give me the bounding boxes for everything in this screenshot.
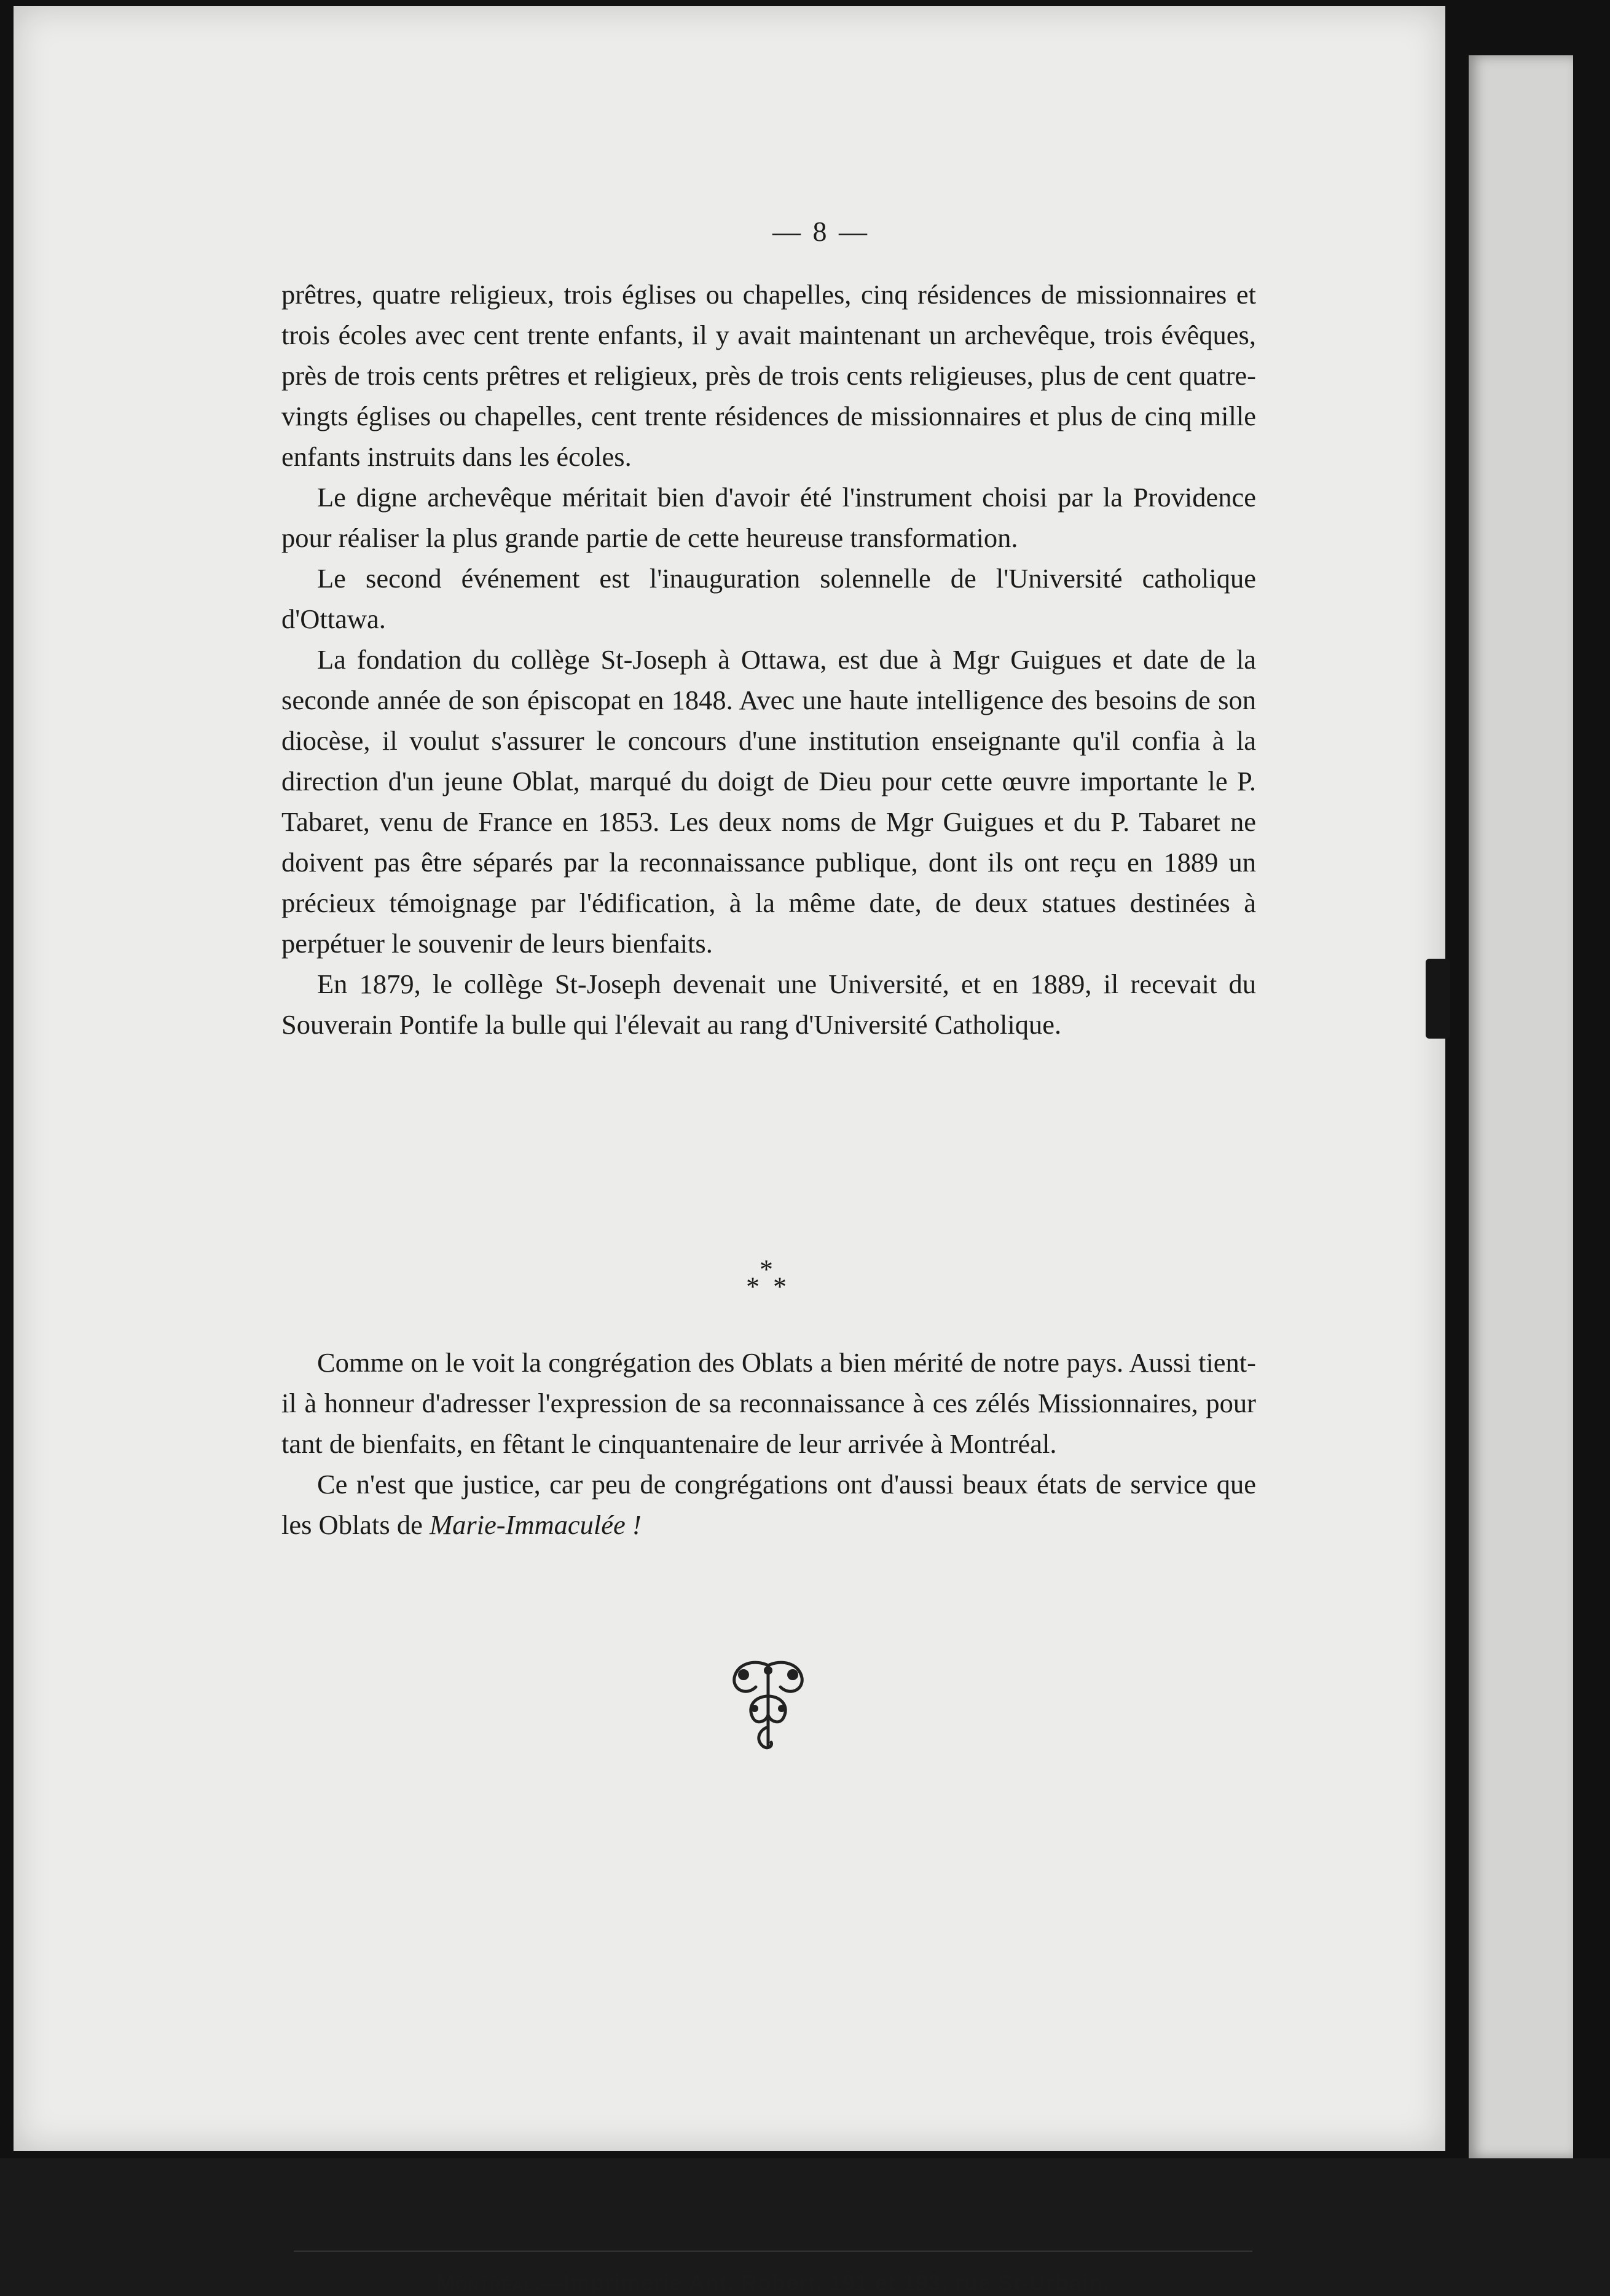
paragraph-4: La fondation du collège St-Joseph à Ottawa, est due à Mgr Guigues et date de la seconde année de son épiscopat en 1848. Avec une haute intelligence des besoins de son diocèse, il voulut s'assurer le concours d'une institution enseignante qu'il confia à la direction d'un jeune Oblat, marqué du doigt de Dieu pour cette œuvre importante le P. Tabaret, venu de France en 1853. Les deux noms de Mgr Guigues et du P. Tabaret ne doivent pas être séparés par la reconnaissance publique, dont ils ont reçu en 1889 un précieux témoignage par l'édification, à la même date, de deux statues destinées à perpétuer le souvenir de leurs bienfaits. <box>281 644 1256 959</box>
asterism-right-star: * <box>773 1272 787 1302</box>
imprint-city: Montréal. <box>436 2270 541 2295</box>
paragraph-2: Le digne archevêque méritait bien d'avoir été l'instrument choisi par la Providence pour réaliser la plus grande partie de cette heureuse transformation. <box>281 482 1256 553</box>
asterism-divider <box>707 1254 830 1303</box>
closing-paragraph-2 <box>281 1464 1256 1545</box>
paragraph-1: prêtres, quatre religieux, trois églises ou chapelles, cinq résidences de missionnaires et trois écoles avec cent trente enfants, il y avait maintenant un archevêque, trois évêques, près de trois cents prêtres et religieux, près de trois cents religieuses, plus de cent quatre-vingts églises ou chapelles, cent trente résidences de missionnaires et plus de cinq mille enfants instruits dans les écoles. <box>281 279 1256 472</box>
footer-rule <box>294 2251 1252 2252</box>
page-number: — 8 — <box>772 216 870 247</box>
paragraph-5: En 1879, le collège St-Joseph devenait une Université, et en 1889, il recevait du Souverain Pontife la bulle qui l'élevait au rang d'Université Catholique. <box>281 969 1256 1040</box>
asterism-top-star: * <box>760 1254 773 1284</box>
closing-paragraph-1: Comme on le voit la congrégation des Oblats a bien mérité de notre pays. Aussi tient-il à honneur d'adresser l'expression de sa reconnaissance à ces zélés Missionnaires, pour tant de bienfaits, en fêtant le cinquantenaire de leur arrivée à Montréal. <box>281 1347 1256 1459</box>
main-text <box>281 274 1256 1045</box>
adjacent-page-edge <box>1469 55 1573 2158</box>
asterism-left-star: * <box>746 1272 760 1302</box>
closing-paragraph-2-text: Ce n'est que justice, car peu de congrégations ont d'aussi beaux états de service que les Oblats de <box>281 1469 1256 1540</box>
binding-mark <box>1426 959 1450 1039</box>
paragraph-3: Le second événement est l'inauguration solennelle de l'Université catholique d'Ottawa. <box>281 563 1256 634</box>
closing-text <box>281 1342 1256 1545</box>
printer-imprint <box>294 2270 1252 2296</box>
floral-vignette-icon <box>719 1653 817 1758</box>
closing-paragraph-2-italic: Marie-Immaculée ! <box>430 1509 642 1540</box>
imprint-text: —Imprimerie Ant. Robert, 191 et 193, rue St-Urbain. <box>540 2270 1110 2295</box>
